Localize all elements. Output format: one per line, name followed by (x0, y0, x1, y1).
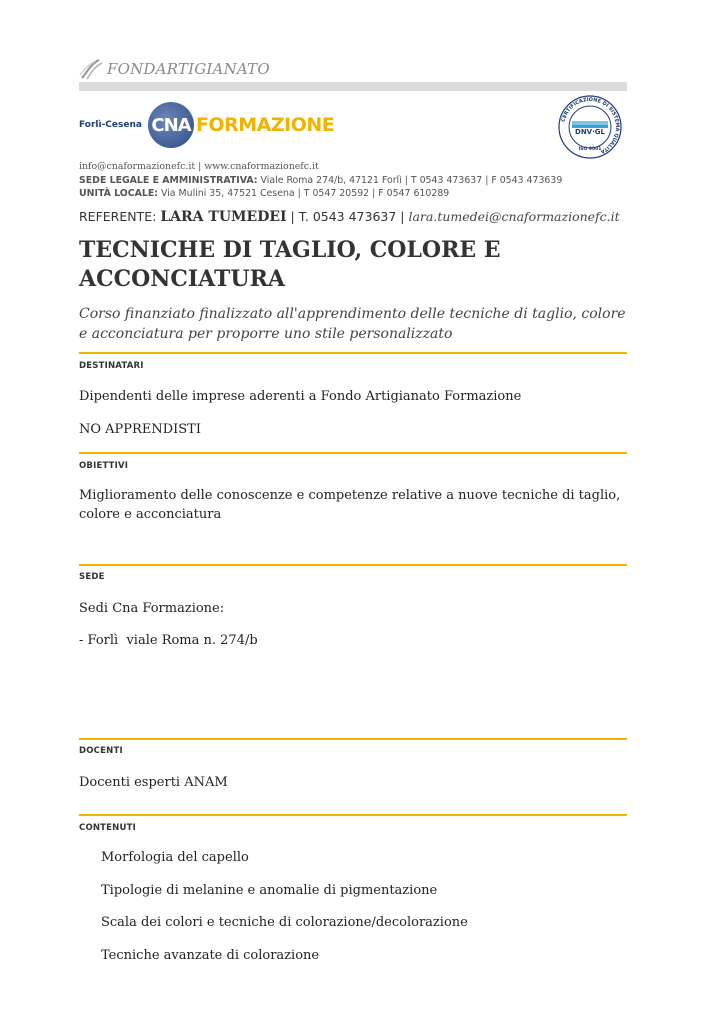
contenuti-heading: CONTENUTI (79, 823, 136, 833)
cert-iso-text: ISO 9001 (578, 147, 602, 152)
unita-locale-label: UNITÀ LOCALE: (79, 188, 159, 199)
cna-formazione-logo (79, 100, 334, 150)
contact-email-website: info@cnaformazionefc.it | www.cnaformazionefc.it (79, 161, 319, 172)
docenti-heading: DOCENTI (79, 746, 123, 756)
destinatari-heading: DESTINATARI (79, 361, 144, 371)
section-divider (79, 814, 627, 816)
section-divider (79, 452, 627, 454)
contenuti-item: Tipologie di melanine e anomalie di pigmentazione (101, 883, 438, 898)
sede-legale-value: Viale Roma 274/b, 47121 Forlì | T 0543 473637 | F 0543 473639 (257, 174, 563, 186)
cna-circle-icon (148, 102, 194, 148)
dnv-gl-certification-seal (557, 94, 623, 160)
cert-logo-text: DNV·GL (575, 128, 605, 136)
section-divider (79, 738, 627, 740)
section-divider (79, 564, 627, 566)
cna-logo-text: CNA (151, 114, 191, 136)
contact-info (79, 160, 639, 201)
referente-email: lara.tumedei@cnaformazionefc.it (408, 209, 620, 224)
obiettivi-heading: OBIETTIVI (79, 461, 129, 471)
sede-heading: SEDE (79, 572, 105, 582)
contenuti-item: Morfologia del capello (101, 850, 249, 865)
referente-phone: | T. 0543 473637 | (286, 209, 409, 224)
destinatari-text-2: NO APPRENDISTI (79, 422, 201, 437)
sede-text-2: - Forlì viale Roma n. 274/b (79, 633, 258, 648)
referente-name: LARA TUMEDEI (160, 209, 287, 225)
contenuti-item: Tecniche avanzate di colorazione (101, 948, 320, 963)
unita-locale-value: Via Mulini 35, 47521 Cesena | T 0547 20592 | F 0547 610289 (158, 188, 450, 199)
destinatari-text-1: Dipendenti delle imprese aderenti a Fondo Artigianato Formazione (79, 389, 522, 404)
cna-formazione-wordmark: FORMAZIONE (195, 114, 335, 136)
fondartigianato-logo (79, 56, 270, 82)
referente-line (79, 209, 620, 225)
sede-text-1: Sedi Cna Formazione: (79, 601, 225, 616)
header-divider (79, 82, 627, 91)
sede-legale-label: SEDE LEGALE E AMMINISTRATIVA: (79, 174, 258, 186)
course-subtitle: Corso finanziato finalizzato all'apprendimento delle tecniche di taglio, colore e acconciatura per proporre uno stile personalizzato (79, 306, 626, 342)
cert-ring-text: CERTIFICAZIONE DI SISTEMA QUALITÀ (560, 96, 621, 155)
contenuti-item: Scala dei colori e tecniche di colorazione/decolorazione (101, 915, 468, 930)
obiettivi-text: Miglioramento delle conoscenze e competenze relative a nuove tecniche di taglio, colore e acconciatura (79, 488, 621, 522)
contact-sede-legale (79, 174, 639, 188)
section-divider (79, 352, 627, 354)
referente-label: REFERENTE: (79, 209, 161, 224)
fondartigianato-swoosh-icon (79, 58, 105, 80)
cna-city-label: Forlì-Cesena (79, 120, 142, 130)
contact-unita-locale (79, 187, 639, 201)
course-title: TECNICHE DI TAGLIO, COLORE E ACCONCIATURA (79, 237, 501, 292)
docenti-text: Docenti esperti ANAM (79, 775, 228, 790)
fondartigianato-wordmark: FONDARTIGIANATO (107, 60, 270, 78)
